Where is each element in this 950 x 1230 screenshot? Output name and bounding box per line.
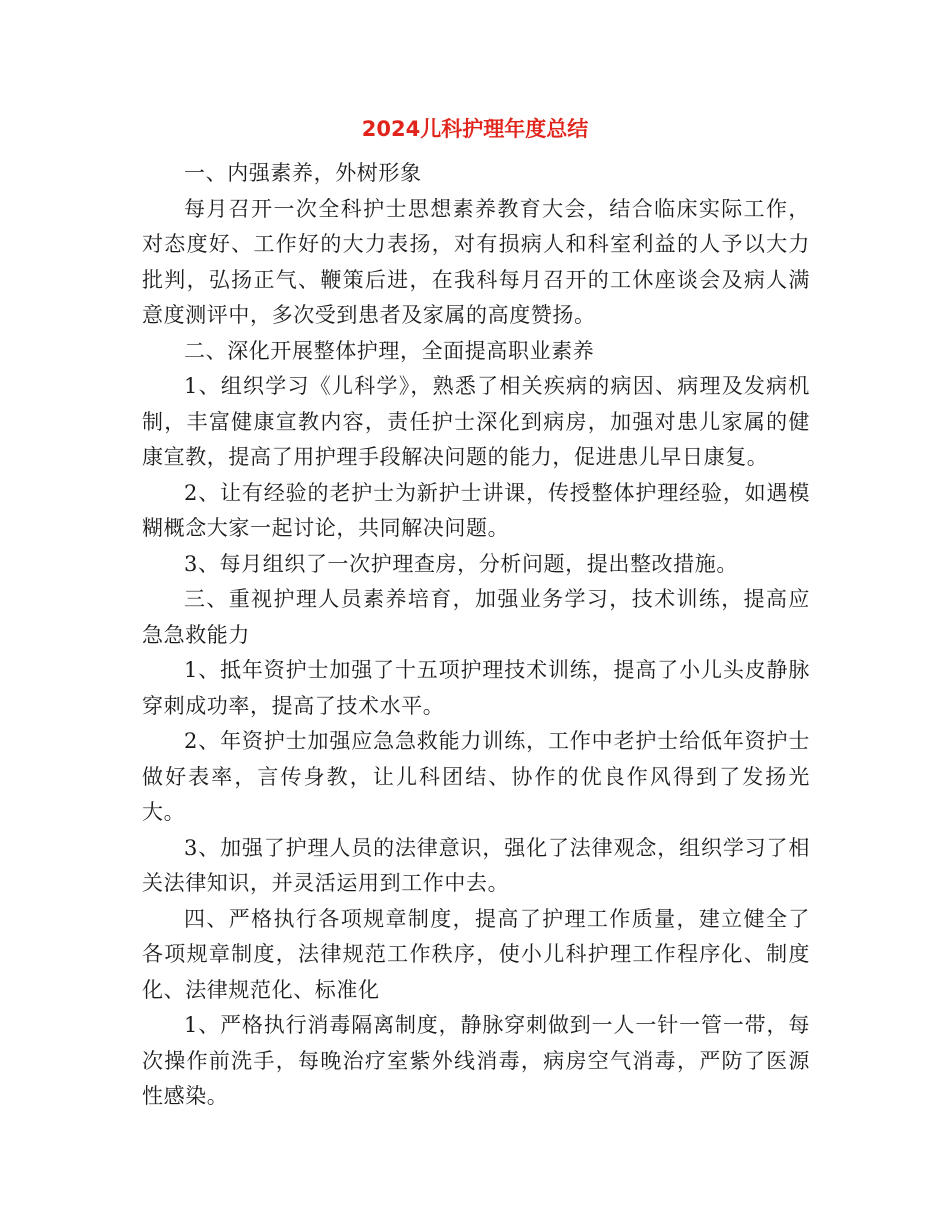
paragraph: 2、让有经验的老护士为新护士讲课，传授整体护理经验，如遇模糊概念大家一起讨论，共同解决问题。 [142, 480, 810, 540]
paragraph: 3、加强了护理人员的法律意识，强化了法律观念，组织学习了相关法律知识，并灵活运用到工作中去。 [142, 835, 810, 895]
paragraph: 2、年资护士加强应急急救能力训练，工作中老护士给低年资护士做好表率，言传身教，让儿科团结、协作的优良作风得到了发扬光大。 [142, 729, 810, 824]
section-heading-3: 三、重视护理人员素养培育，加强业务学习，技术训练，提高应急急救能力 [142, 587, 810, 647]
paragraph: 每月召开一次全科护士思想素养教育大会，结合临床实际工作，对态度好、工作好的大力表扬，对有损病人和科室利益的人予以大力批判，弘扬正气、鞭策后进，在我科每月召开的工休座谈会及病人满意度测评中，多次受到患者及家属的高度赞扬。 [142, 196, 810, 327]
section-heading-1: 一、内强素养，外树形象 [184, 161, 422, 185]
document-body [142, 156, 810, 1115]
paragraph: 1、严格执行消毒隔离制度，静脉穿刺做到一人一针一管一带，每次操作前洗手，每晚治疗室紫外线消毒，病房空气消毒，严防了医源性感染。 [142, 1013, 810, 1108]
page-title: 2024儿科护理年度总结 [361, 117, 589, 141]
paragraph: 3、每月组织了一次护理查房，分析问题，提出整改措施。 [184, 551, 738, 576]
section-heading-4: 四、严格执行各项规章制度，提高了护理工作质量，建立健全了各项规章制度，法律规范工作秩序，使小儿科护理工作程序化、制度化、法律规范化、标准化 [142, 906, 810, 1002]
paragraph: 1、组织学习《儿科学》，熟悉了相关疾病的病因、病理及发病机制，丰富健康宣教内容，责任护士深化到病房，加强对患儿家属的健康宣教，提高了用护理手段解决问题的能力，促进患儿早日康复。 [142, 374, 810, 469]
section-heading-2: 二、深化开展整体护理，全面提高职业素养 [184, 338, 595, 363]
paragraph: 1、抵年资护士加强了十五项护理技术训练，提高了小儿头皮静脉穿刺成功率，提高了技术水平。 [142, 658, 810, 718]
